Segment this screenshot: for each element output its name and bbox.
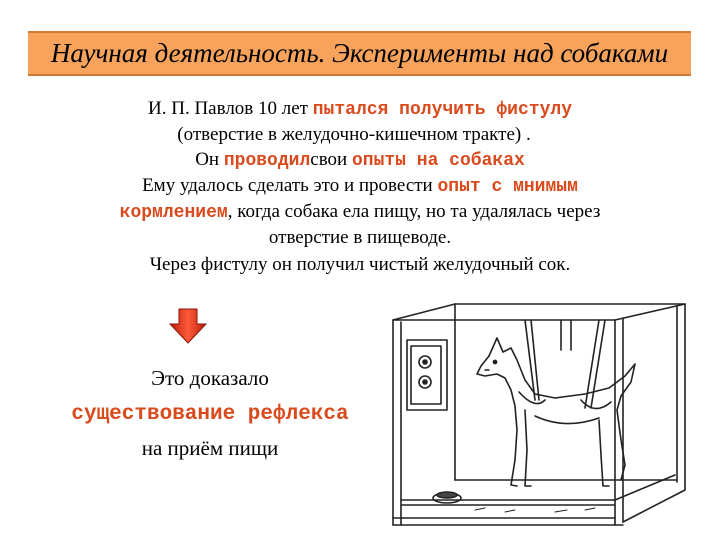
- paragraph-line-6: [0, 225, 720, 250]
- highlight-fistula: пытался получить фистулу: [312, 100, 572, 120]
- text: , когда собака ела пищу, но та удалялась через: [227, 201, 601, 222]
- down-arrow-icon: [168, 308, 208, 344]
- highlight-reflex: существование рефлекса: [71, 403, 349, 426]
- text: И. П. Павлов 10 лет: [148, 98, 313, 119]
- paragraph-line-5: [0, 199, 720, 226]
- text: Через фистулу он получил чистый желудочный сок.: [149, 254, 571, 275]
- text: отверстие в пищеводе.: [268, 227, 452, 248]
- title-bar: [28, 31, 691, 76]
- highlight-sham-feeding-2: кормлением: [119, 203, 228, 223]
- text: Он: [195, 149, 224, 170]
- paragraph-line-7: [0, 252, 720, 277]
- conclusion-line-1: Это доказало: [151, 366, 269, 390]
- paragraph-line-2: [0, 122, 714, 147]
- conclusion-line-2: [40, 400, 380, 426]
- text: свои: [310, 149, 352, 170]
- pavlov-dog-apparatus-illustration: [385, 290, 700, 530]
- paragraph-line-1: [0, 96, 720, 123]
- text: (отверстие в желудочно-кишечном тракте) .: [177, 124, 531, 145]
- slide-title: Научная деятельность. Эксперименты над собаками: [50, 38, 669, 68]
- paragraph-line-3: [0, 147, 720, 174]
- highlight-sham-feeding-1: опыт с мнимым: [437, 177, 578, 197]
- text: Ему удалось сделать это и провести: [142, 175, 438, 196]
- highlight-conducted: проводил: [223, 151, 311, 171]
- paragraph-line-4: [0, 173, 720, 200]
- highlight-experiments-dogs: опыты на собаках: [351, 151, 525, 171]
- conclusion-line-3: на приём пищи: [141, 436, 279, 460]
